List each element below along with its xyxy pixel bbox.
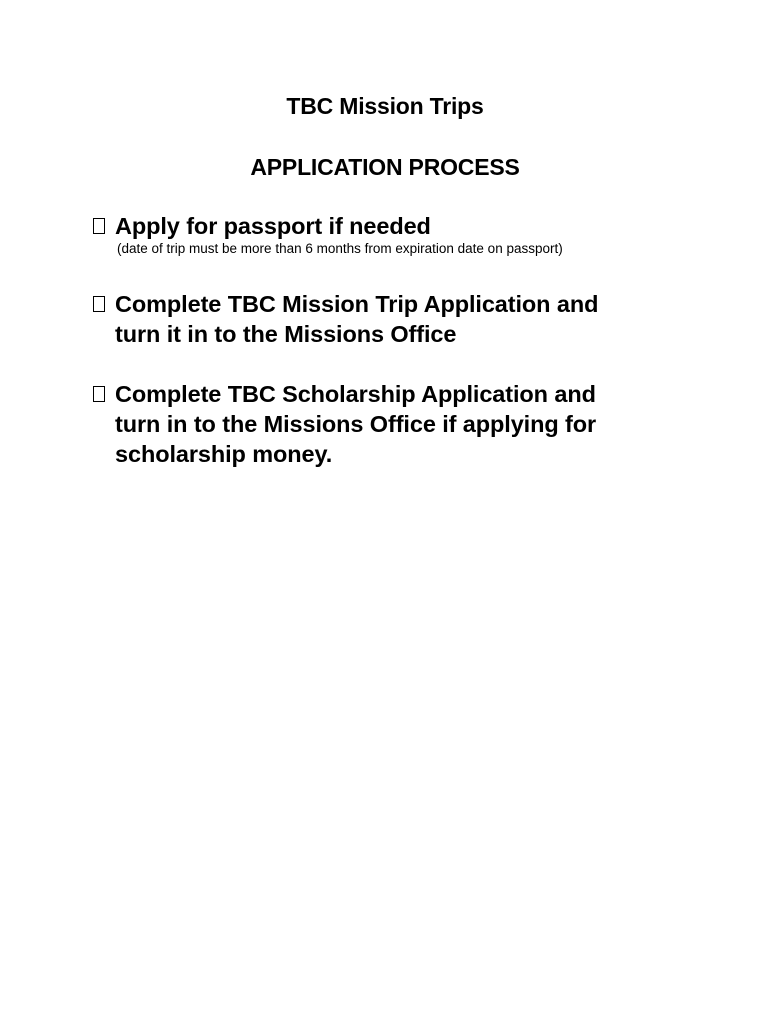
checkbox-icon [93, 386, 105, 402]
checklist-item-note: (date of trip must be more than 6 months from expiration date on passport) [117, 241, 563, 256]
checkbox-icon [93, 296, 105, 312]
checkbox-icon [93, 218, 105, 234]
page-subtitle: APPLICATION PROCESS [250, 154, 520, 180]
page-title: TBC Mission Trips [286, 93, 484, 119]
checklist-item-text: Complete TBC Mission Trip Application and turn it in to the Missions Office [115, 291, 599, 347]
checklist-item-scholarship-application [93, 379, 713, 469]
checklist-item-mission-application [93, 289, 713, 349]
checklist-item-text: Apply for passport if needed [115, 213, 431, 239]
checklist-item-passport [93, 211, 713, 257]
checklist-item-text: Complete TBC Scholarship Application and turn in to the Missions Office if applying for scholarship money. [115, 381, 597, 467]
